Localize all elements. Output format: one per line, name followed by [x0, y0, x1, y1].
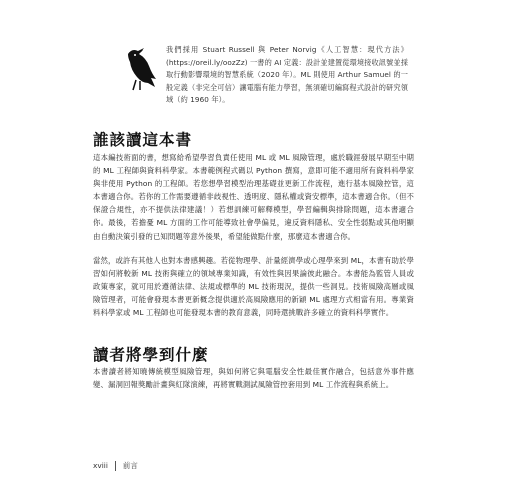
paragraph-other-readers: 當然，或許有其他人也對本書感興趣。若從物理學、計量經濟學或心理學來到 ML，本書有助於學習如何將較新 ML 技術與確立的領域專業知識，有效性與因果論彼此融合。本書能為監管人員或政策專家，就可用於遵循法律、法規或標準的 ML 技術現況，提供一些洞見。技術風險高層或風險管理者，可能會發現本書更新概念提供適於高風險應用的新穎 ML 處理方式相當有用。專業資料科學家或 ML 工程師也可能發現本書的教育意義，同時還挑戰許多確立的資料科學實作。 [93, 256, 414, 318]
note-text: 我們採用 Stuart Russell 與 Peter Norvig《人工智慧：現代方法》(https://oreil.ly/oozZz) 一書的 AI 定義：設計並建置從環境接收訊號並採取行動影響環境的智慧系統（2020 年）。ML 則使用 Arthur Samuel 的一般定義（非完全可信）讓電腦有能力學習，無須確切編寫程式設計的研究領域（約 1960 年）。 [166, 45, 408, 105]
raven-icon [118, 44, 158, 92]
footer-section-name: 前言 [122, 461, 138, 470]
section-heading-who: 誰該讀這本書 [93, 131, 193, 149]
paragraph-audience: 這本編技術面的書，想寫給希望學習負責任使用 ML 或 ML 風險管理，處於職涯發展早期至中期的 ML 工程師與資料科學家。本書範例程式碼以 Python 撰寫，意即可能不適用所有資料科學家與非使用 Python 的工程師。若您想學習模型治理基礎並更新工作流程，進行基本風險控管，這本書適合你。若你的工作需要遵循非歧視性、透明度、隱私權或資安標準，這本書適合你。（但不保證合規性，亦不提供法律建議！）若想訓練可解釋模型，學習編輯與排除問題，這本書適合你。最後，若擔憂 ML 方面的工作可能導致社會學偏見，違反資料隱私、安全性弱點或其他明顯由自動決策引發的已知問題等意外後果，希望能做點什麼，那麼這本書適合你。 [93, 153, 414, 241]
page-number: xviii [93, 461, 108, 470]
section-heading-learn: 讀者將學到什麼 [93, 346, 209, 364]
ai-definition-note [118, 44, 408, 107]
footer-divider [115, 461, 116, 471]
paragraph-what-you-learn: 本書讀者將知曉傳統模型風險管理，與如何將它與電腦安全性最佳實作融合，包括意外事件應變、漏洞回報獎勵計畫與紅隊演練，再將實戰測試風險管控套用到 ML 工作流程與系統上。 [93, 367, 414, 390]
page-footer [93, 460, 138, 471]
